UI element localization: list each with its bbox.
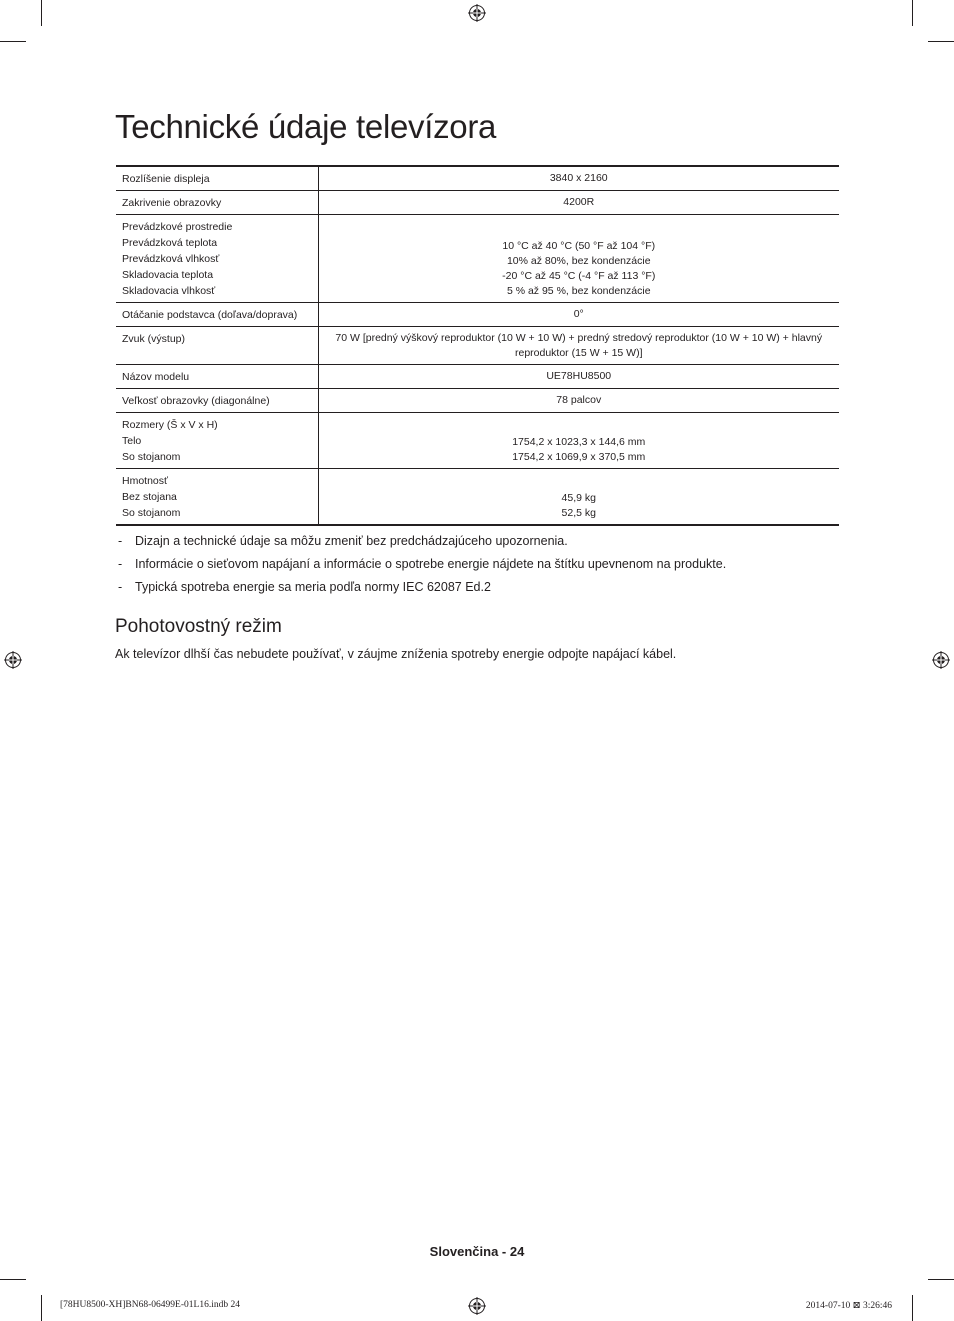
spec-label: Názov modelu <box>122 371 190 383</box>
notes-list <box>118 532 726 601</box>
spec-label-cell <box>116 365 318 389</box>
spec-label: Rozlíšenie displeja <box>122 173 210 185</box>
spec-label-cell <box>116 215 318 303</box>
spec-label: Skladovacia teplota <box>122 269 214 281</box>
spec-value-group <box>329 307 830 322</box>
spec-value-cell <box>318 469 839 526</box>
spec-value-cell <box>318 303 839 327</box>
spec-table <box>116 165 839 526</box>
crop-mark <box>928 41 954 42</box>
crop-mark <box>41 1295 42 1321</box>
spec-value: 78 palcov <box>556 394 602 406</box>
spec-label-cell <box>116 303 318 327</box>
spec-label-cell <box>116 389 318 413</box>
spec-value: 1754,2 x 1069,9 x 370,5 mm <box>512 451 646 463</box>
spec-value-group <box>329 219 830 299</box>
standby-text: Ak televízor dlhší čas nebudete používať, v záujme zníženia spotreby energie odpojte napájací kábel. <box>115 647 677 661</box>
spec-value-cell <box>318 365 839 389</box>
spec-label: Skladovacia vlhkosť <box>122 285 216 297</box>
spec-value: 3840 x 2160 <box>549 172 608 184</box>
spec-row <box>116 365 839 389</box>
spec-row <box>116 215 839 303</box>
crop-mark <box>928 1279 954 1280</box>
print-slug-left: [78HU8500-XH]BN68-06499E-01L16.indb 24 <box>60 1300 240 1310</box>
spec-value: 10% až 80%, bez kondenzácie <box>506 255 651 267</box>
spec-label: Telo <box>122 435 142 447</box>
spec-row <box>116 303 839 327</box>
spec-value: 4200R <box>563 196 595 208</box>
spec-label-cell <box>116 327 318 365</box>
spec-label: Hmotnosť <box>122 475 168 487</box>
note-item <box>118 532 726 555</box>
spec-row <box>116 413 839 469</box>
note-dash: - <box>118 580 123 594</box>
spec-value-cell <box>318 191 839 215</box>
spec-label: Prevádzková vlhkosť <box>122 253 220 265</box>
note-dash: - <box>118 557 123 571</box>
spec-value: 10 °C až 40 °C (50 °F až 104 °F) <box>502 240 656 252</box>
spec-value: 45,9 kg <box>561 492 596 504</box>
standby-heading: Pohotovostný režim <box>115 616 282 637</box>
spec-label: Zakrivenie obrazovky <box>122 197 222 209</box>
spec-label: Rozmery (Š x V x H) <box>122 419 218 431</box>
spec-row <box>116 327 839 365</box>
page-number: Slovenčina - 24 <box>429 1244 525 1259</box>
spec-label: Zvuk (výstup) <box>122 333 186 345</box>
note-item <box>118 578 726 601</box>
spec-value-group <box>329 171 830 186</box>
spec-value-cell <box>318 389 839 413</box>
spec-value-group <box>329 393 830 408</box>
registration-mark-icon <box>468 4 486 22</box>
spec-value-cell <box>318 413 839 469</box>
spec-value: -20 °C až 45 °C (-4 °F až 113 °F) <box>502 270 656 282</box>
crop-mark <box>0 41 26 42</box>
spec-value-cell <box>318 215 839 303</box>
spec-label: Prevádzková teplota <box>122 237 218 249</box>
crop-mark <box>0 1279 26 1280</box>
spec-row <box>116 469 839 526</box>
spec-label-cell <box>116 191 318 215</box>
page-title: Technické údaje televízora <box>115 108 497 145</box>
crop-mark <box>41 0 42 26</box>
spec-value-group <box>329 195 830 210</box>
spec-label: Otáčanie podstavca (doľava/doprava) <box>122 309 298 321</box>
spec-row <box>116 389 839 413</box>
registration-mark-icon <box>932 651 950 669</box>
spec-label-cell <box>116 469 318 526</box>
spec-label-cell <box>116 413 318 469</box>
print-slug-right: 2014-07-10 ⊠ 3:26:46 <box>805 1301 892 1311</box>
registration-mark-icon <box>4 651 22 669</box>
note-text: Informácie o sieťovom napájaní a informácie o spotrebe energie nájdete na štítku upevnenom na produkte. <box>135 557 727 571</box>
spec-row <box>116 191 839 215</box>
note-text: Typická spotreba energie sa meria podľa normy IEC 62087 Ed.2 <box>135 580 491 594</box>
spec-label: Prevádzkové prostredie <box>122 221 233 233</box>
spec-label: Veľkosť obrazovky (diagonálne) <box>122 395 270 407</box>
spec-value: 5 % až 95 %, bez kondenzácie <box>506 285 651 297</box>
crop-mark <box>912 0 913 26</box>
spec-value-group <box>329 369 830 384</box>
spec-label-cell <box>116 166 318 191</box>
spec-table-body <box>116 166 839 525</box>
spec-label: So stojanom <box>122 507 181 519</box>
spec-value: 70 W [predný výškový reproduktor (10 W + 10 W) + predný stredový reproduktor (10 W + 10 W) + hlavný reproduktor (15 W + 15 W)] <box>335 332 823 359</box>
spec-value-group <box>329 331 830 361</box>
spec-label: Bez stojana <box>122 491 177 503</box>
spec-value: 0° <box>573 308 584 320</box>
note-text: Dizajn a technické údaje sa môžu zmeniť bez predchádzajúceho upozornenia. <box>135 534 568 548</box>
spec-row <box>116 166 839 191</box>
spec-value-cell <box>318 166 839 191</box>
spec-value: UE78HU8500 <box>546 370 612 382</box>
spec-label: So stojanom <box>122 451 181 463</box>
spec-value-group <box>329 417 830 465</box>
spec-value-cell <box>318 327 839 365</box>
note-dash: - <box>118 534 123 548</box>
spec-value: 52,5 kg <box>561 507 596 519</box>
note-item <box>118 555 726 578</box>
spec-value-group <box>329 473 830 521</box>
spec-value: 1754,2 x 1023,3 x 144,6 mm <box>512 436 646 448</box>
crop-mark <box>912 1295 913 1321</box>
registration-mark-icon <box>468 1297 486 1315</box>
